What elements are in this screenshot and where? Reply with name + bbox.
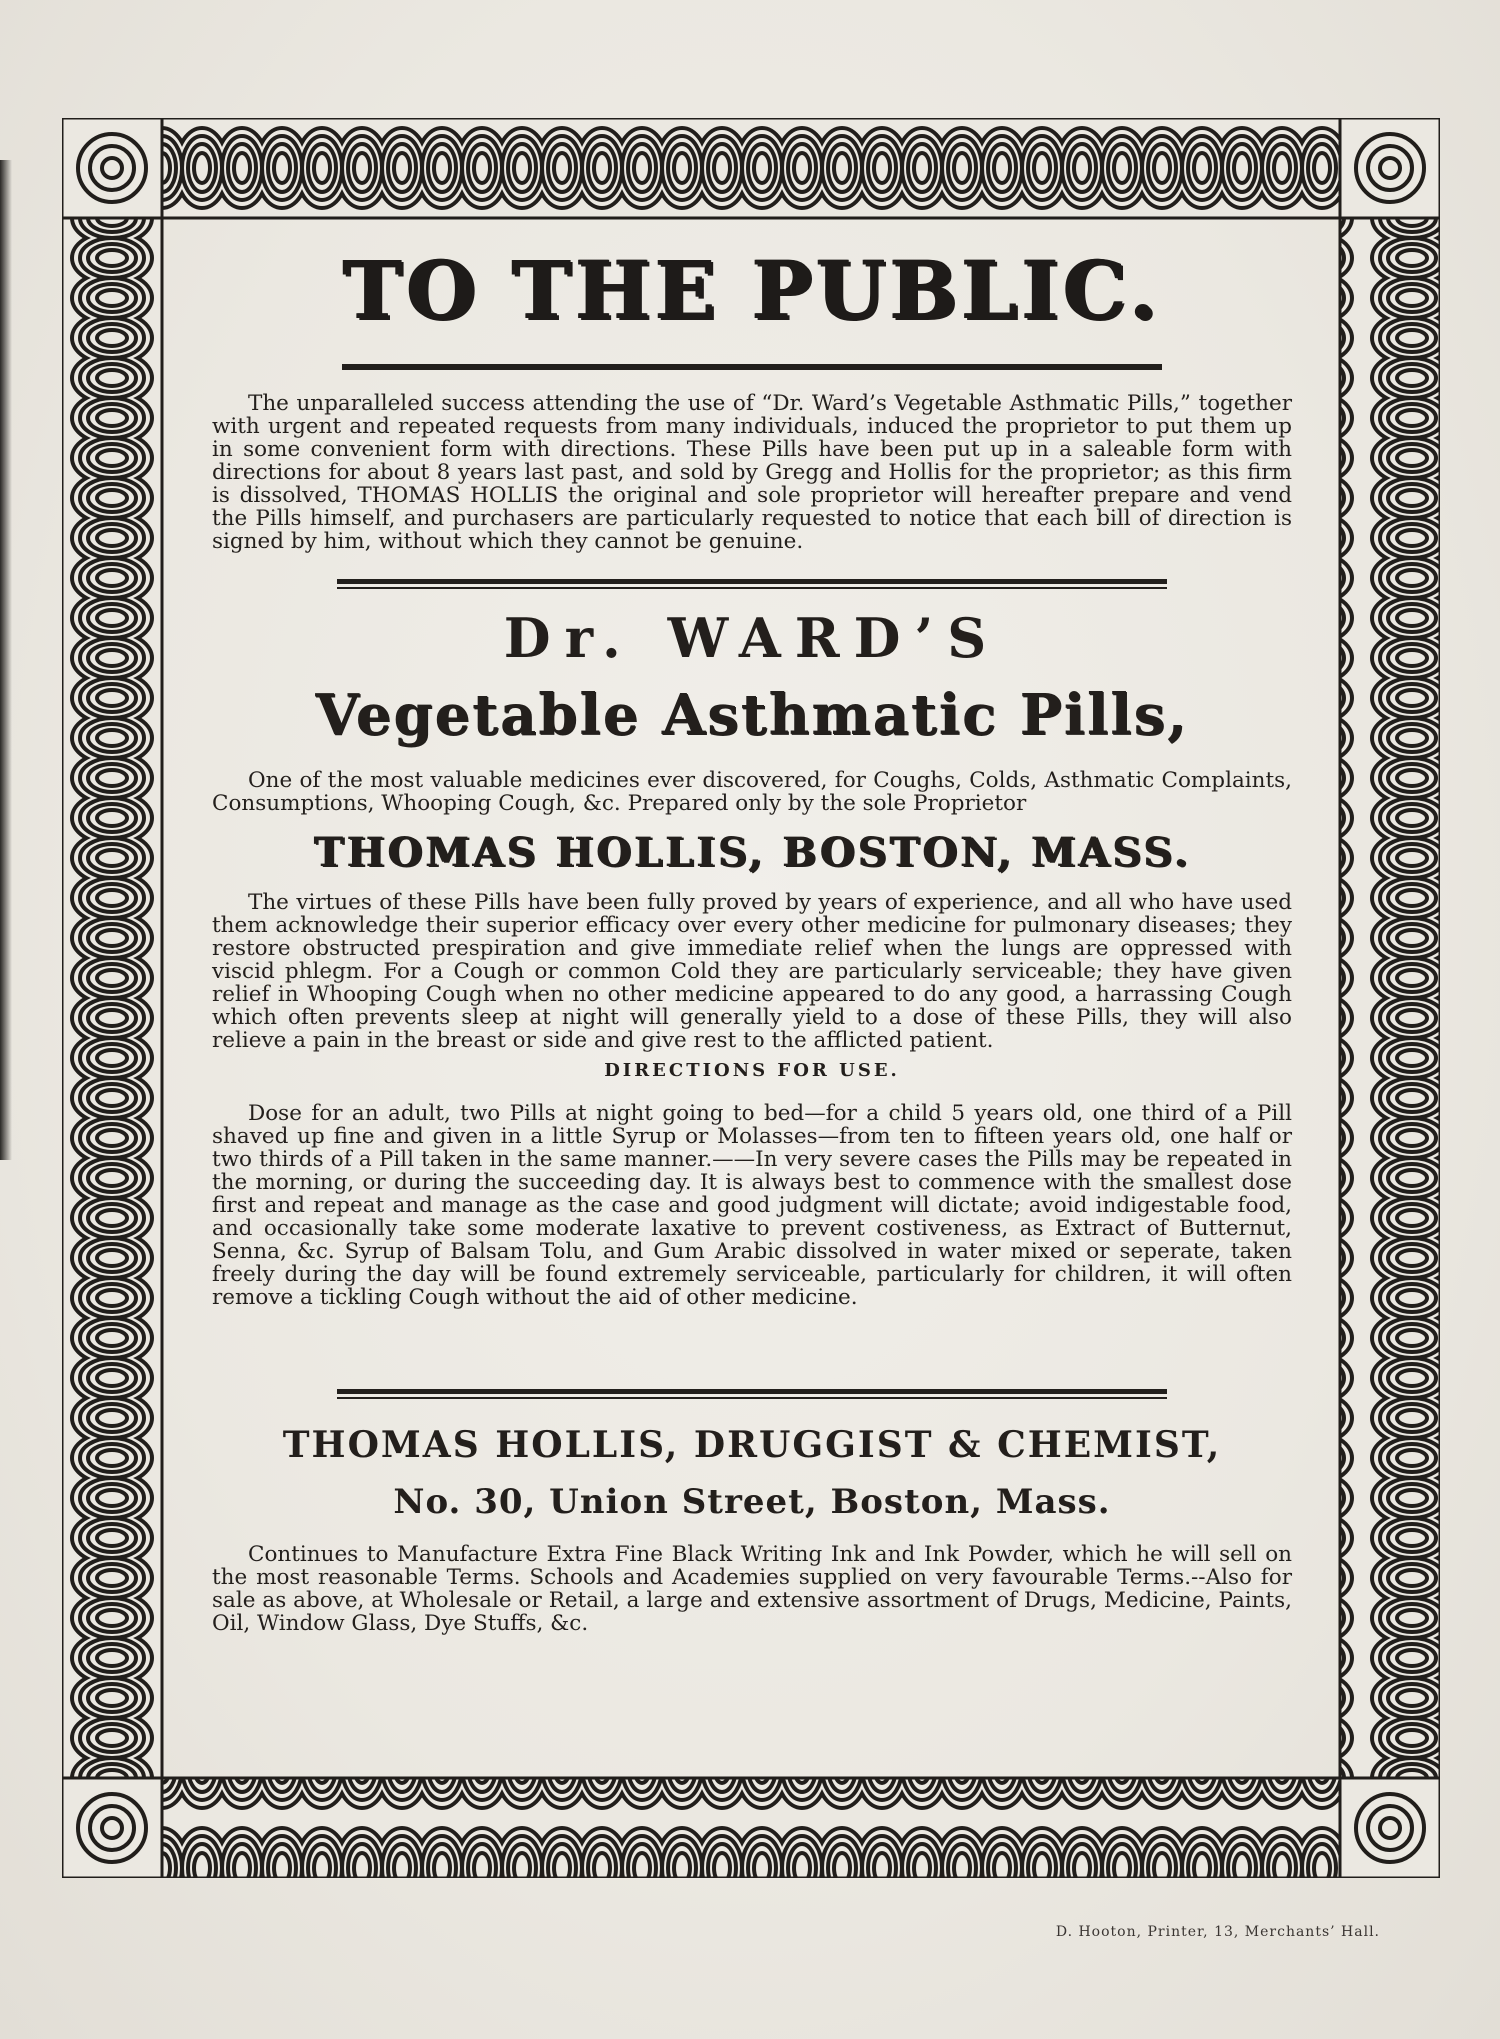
page-edge-shadow <box>0 160 12 1160</box>
printer-credit: D. Hooton, Printer, 13, Merchants’ Hall. <box>1055 1924 1380 1940</box>
continues-paragraph: Continues to Manufacture Extra Fine Black Writing Ink and Ink Powder, which he will sell on the most reasonable Terms. Schools and Academies supplied on very favourable Terms.--Also for sale as above, at Wholesale or Retail, a large and extensive assortment of Drugs, Medicine, Paints, Oil, Window Glass, Dye Stuffs, &c. <box>212 1542 1292 1636</box>
product-description: One of the most valuable medicines ever discovered, for Coughs, Colds, Asthmatic Complaints, Consumptions, Whooping Cough, &c. Prepared only by the sole Proprietor <box>212 768 1292 816</box>
section-rule-1 <box>337 579 1167 589</box>
main-title: TO THE PUBLIC. <box>342 243 1162 337</box>
druggist-heading: THOMAS HOLLIS, DRUGGIST & CHEMIST, <box>282 1424 1222 1466</box>
intro-paragraph: The unparalleled success attending the use of “Dr. Ward’s Vegetable Asthmatic Pills,” together with urgent and repeated requests from many individuals, induced the proprietor to put them up in some convenient form with directions. These Pills have been put up in a saleable form with directions for about 8 years last past, and sold by Gregg and Hollis for the proprietor; as this firm is dissolved, THOMAS HOLLIS the original and sole proprietor will hereafter prepare and vend the Pills himself, and purchasers are particularly requested to notice that each bill of direction is signed by him, without which they cannot be genuine. <box>212 391 1292 554</box>
section-rule-2 <box>337 1389 1167 1399</box>
virtues-paragraph: The virtues of these Pills have been fully proved by years of experience, and all who have used them acknowledge their superior efficacy over every other medicine for pulmonary diseases; they restore obstructed prespiration and give immediate relief when the lungs are oppressed with viscid phlegm. For a Cough or common Cold they are particularly serviceable; they have given relief in Whooping Cough when no other medicine appeared to do any good, a harrassing Cough which often prevents sleep at night will generally yield to a dose of these Pills, they will also relieve a pain in the breast or side and give rest to the afflicted patient. <box>212 890 1292 1053</box>
directions-heading: DIRECTIONS FOR USE. <box>604 1060 900 1081</box>
proprietor-heading: THOMAS HOLLIS, BOSTON, MASS. <box>313 829 1191 876</box>
directions-paragraph: Dose for an adult, two Pills at night going to bed—for a child 5 years old, one third of a Pill shaved up fine and given in a little Syrup or Molasses—from ten to fifteen years old, one half or two thirds of a Pill taken in the same manner.——In very severe cases the Pills may be repeated in the morning, or during the succeeding day. It is always best to commence with the smallest dose first and repeat and manage as the case and good judgment will dictate; avoid indigestable food, and occasionally take some moderate laxative to prevent costiveness, as Extract of Butternut, Senna, &c. Syrup of Balsam Tolu, and Gum Arabic dissolved in water mixed or seperate, taken freely during the day will be found extremely serviceable, particularly for children, it will often remove a tickling Cough without the aid of other medicine. <box>212 1101 1292 1310</box>
address-heading: No. 30, Union Street, Boston, Mass. <box>393 1482 1111 1522</box>
product-name: Dr. WARD’S <box>503 606 1001 670</box>
broadside-content <box>212 243 1292 1636</box>
title-rule <box>342 364 1162 370</box>
product-subtitle: Vegetable Asthmatic Pills, <box>315 682 1189 748</box>
